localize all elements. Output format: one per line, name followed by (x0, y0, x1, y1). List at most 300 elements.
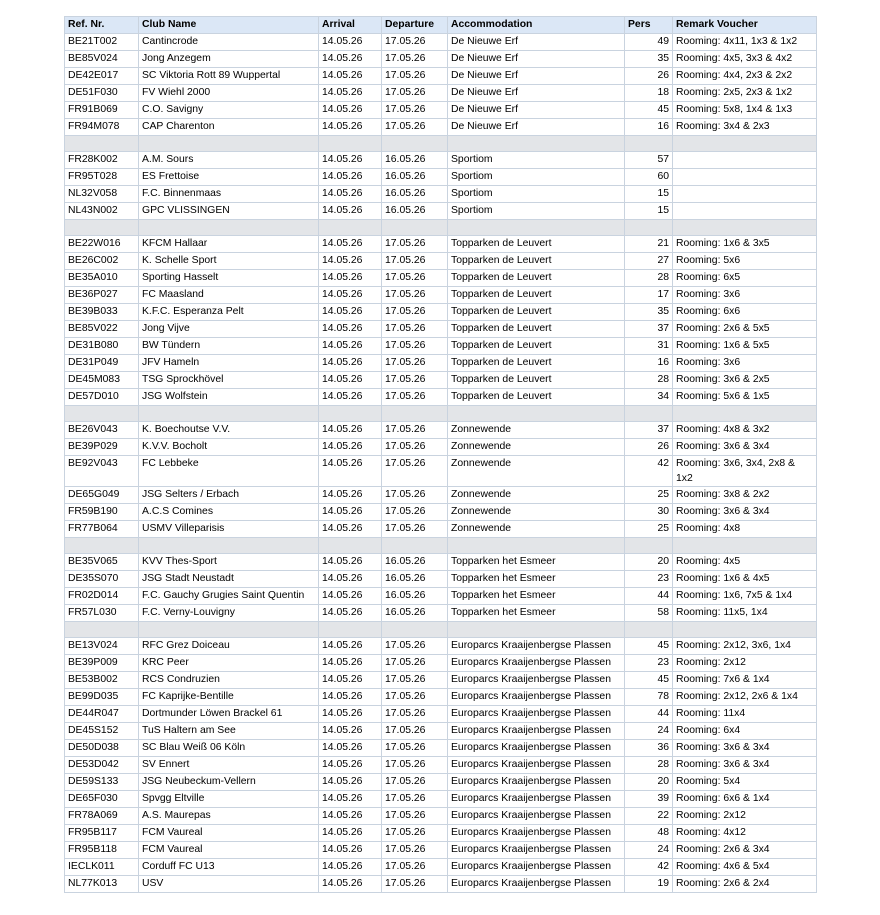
header-row (65, 17, 817, 34)
pers-cell: 23 (625, 655, 673, 672)
ref-cell: DE44R047 (65, 706, 139, 723)
accommodation-cell: De Nieuwe Erf (448, 85, 625, 102)
table-row (65, 723, 817, 740)
table-row (65, 236, 817, 253)
accommodation-cell: De Nieuwe Erf (448, 34, 625, 51)
remark-cell (673, 169, 817, 186)
pers-cell: 23 (625, 571, 673, 588)
arrival-cell: 14.05.26 (319, 808, 382, 825)
remark-cell: Rooming: 4x11, 1x3 & 1x2 (673, 34, 817, 51)
table-row (65, 68, 817, 85)
ref-cell: BE35V065 (65, 554, 139, 571)
pers-cell: 22 (625, 808, 673, 825)
ref-cell: BE26C002 (65, 253, 139, 270)
table-row (65, 859, 817, 876)
remark-cell: Rooming: 3x4 & 2x3 (673, 119, 817, 136)
ref-cell: DE31P049 (65, 355, 139, 372)
pers-cell: 45 (625, 672, 673, 689)
remark-cell: Rooming: 1x6 & 4x5 (673, 571, 817, 588)
table-row (65, 253, 817, 270)
accommodation-cell: Topparken de Leuvert (448, 304, 625, 321)
club-cell: Spvgg Eltville (139, 791, 319, 808)
separator-cell (139, 622, 319, 638)
separator-cell (382, 538, 448, 554)
pers-cell: 49 (625, 34, 673, 51)
accommodation-cell: Sportiom (448, 186, 625, 203)
departure-cell: 17.05.26 (382, 876, 448, 893)
accommodation-cell: Zonnewende (448, 456, 625, 487)
table-row (65, 672, 817, 689)
departure-cell: 17.05.26 (382, 825, 448, 842)
pers-cell: 17 (625, 287, 673, 304)
accommodation-cell: Topparken het Esmeer (448, 588, 625, 605)
arrival-cell: 14.05.26 (319, 321, 382, 338)
group-separator (65, 220, 817, 236)
arrival-cell: 14.05.26 (319, 638, 382, 655)
remark-cell: Rooming: 2x6 & 3x4 (673, 842, 817, 859)
pers-cell: 25 (625, 487, 673, 504)
ref-cell: FR91B069 (65, 102, 139, 119)
departure-cell: 17.05.26 (382, 422, 448, 439)
club-cell: TuS Haltern am See (139, 723, 319, 740)
table-row (65, 689, 817, 706)
pers-cell: 24 (625, 842, 673, 859)
separator-cell (448, 622, 625, 638)
departure-cell: 17.05.26 (382, 372, 448, 389)
table-row (65, 422, 817, 439)
arrival-cell: 14.05.26 (319, 859, 382, 876)
arrival-cell: 14.05.26 (319, 605, 382, 622)
col-header-departure: Departure (382, 17, 448, 34)
accommodation-cell: Topparken de Leuvert (448, 389, 625, 406)
accommodation-cell: Europarcs Kraaijenbergse Plassen (448, 859, 625, 876)
club-cell: BW Tündern (139, 338, 319, 355)
club-cell: K.F.C. Esperanza Pelt (139, 304, 319, 321)
accommodation-cell: Europarcs Kraaijenbergse Plassen (448, 757, 625, 774)
separator-cell (382, 406, 448, 422)
remark-cell: Rooming: 1x6 & 5x5 (673, 338, 817, 355)
remark-cell: Rooming: 6x6 (673, 304, 817, 321)
ref-cell: BE53B002 (65, 672, 139, 689)
remark-cell: Rooming: 5x4 (673, 774, 817, 791)
departure-cell: 17.05.26 (382, 439, 448, 456)
accommodation-cell: Zonnewende (448, 487, 625, 504)
ref-cell: DE65G049 (65, 487, 139, 504)
departure-cell: 16.05.26 (382, 203, 448, 220)
ref-cell: FR95B117 (65, 825, 139, 842)
departure-cell: 17.05.26 (382, 638, 448, 655)
separator-cell (625, 406, 673, 422)
club-cell: Dortmunder Löwen Brackel 61 (139, 706, 319, 723)
pers-cell: 20 (625, 774, 673, 791)
arrival-cell: 14.05.26 (319, 774, 382, 791)
table-row (65, 51, 817, 68)
arrival-cell: 14.05.26 (319, 389, 382, 406)
departure-cell: 17.05.26 (382, 287, 448, 304)
table-row (65, 808, 817, 825)
separator-cell (319, 136, 382, 152)
table-row (65, 102, 817, 119)
table-row (65, 740, 817, 757)
separator-cell (625, 538, 673, 554)
club-cell: F.C. Binnenmaas (139, 186, 319, 203)
departure-cell: 17.05.26 (382, 689, 448, 706)
remark-cell: Rooming: 1x6 & 3x5 (673, 236, 817, 253)
remark-cell (673, 186, 817, 203)
separator-cell (448, 538, 625, 554)
table-row (65, 605, 817, 622)
club-cell: C.O. Savigny (139, 102, 319, 119)
separator-cell (319, 406, 382, 422)
separator-cell (448, 406, 625, 422)
remark-cell: Rooming: 3x6 (673, 287, 817, 304)
arrival-cell: 14.05.26 (319, 521, 382, 538)
remark-cell: Rooming: 4x8 & 3x2 (673, 422, 817, 439)
ref-cell: BE99D035 (65, 689, 139, 706)
arrival-cell: 14.05.26 (319, 253, 382, 270)
booking-table (64, 16, 817, 893)
pers-cell: 27 (625, 253, 673, 270)
pers-cell: 39 (625, 791, 673, 808)
separator-cell (382, 136, 448, 152)
club-cell: SC Blau Weiß 06 Köln (139, 740, 319, 757)
departure-cell: 17.05.26 (382, 270, 448, 287)
table-row (65, 203, 817, 220)
arrival-cell: 14.05.26 (319, 186, 382, 203)
accommodation-cell: Topparken de Leuvert (448, 321, 625, 338)
ref-cell: BE85V024 (65, 51, 139, 68)
club-cell: A.C.S Comines (139, 504, 319, 521)
departure-cell: 17.05.26 (382, 774, 448, 791)
pers-cell: 18 (625, 85, 673, 102)
departure-cell: 17.05.26 (382, 321, 448, 338)
pers-cell: 42 (625, 859, 673, 876)
accommodation-cell: Europarcs Kraaijenbergse Plassen (448, 791, 625, 808)
pers-cell: 36 (625, 740, 673, 757)
accommodation-cell: Europarcs Kraaijenbergse Plassen (448, 655, 625, 672)
separator-cell (65, 406, 139, 422)
pers-cell: 25 (625, 521, 673, 538)
club-cell: Sporting Hasselt (139, 270, 319, 287)
separator-cell (319, 538, 382, 554)
ref-cell: BE39P009 (65, 655, 139, 672)
table-row (65, 638, 817, 655)
separator-cell (65, 538, 139, 554)
departure-cell: 17.05.26 (382, 355, 448, 372)
accommodation-cell: Europarcs Kraaijenbergse Plassen (448, 723, 625, 740)
arrival-cell: 14.05.26 (319, 372, 382, 389)
ref-cell: DE45M083 (65, 372, 139, 389)
separator-cell (625, 622, 673, 638)
ref-cell: BE92V043 (65, 456, 139, 487)
departure-cell: 17.05.26 (382, 119, 448, 136)
club-cell: K. Schelle Sport (139, 253, 319, 270)
pers-cell: 44 (625, 706, 673, 723)
pers-cell: 45 (625, 638, 673, 655)
pers-cell: 30 (625, 504, 673, 521)
table-row (65, 186, 817, 203)
table-row (65, 270, 817, 287)
remark-cell (673, 203, 817, 220)
ref-cell: FR78A069 (65, 808, 139, 825)
departure-cell: 17.05.26 (382, 487, 448, 504)
club-cell: JSG Stadt Neustadt (139, 571, 319, 588)
pers-cell: 28 (625, 270, 673, 287)
col-header-pers: Pers (625, 17, 673, 34)
departure-cell: 16.05.26 (382, 554, 448, 571)
remark-cell: Rooming: 2x12 (673, 655, 817, 672)
table-row (65, 571, 817, 588)
pers-cell: 31 (625, 338, 673, 355)
separator-cell (625, 220, 673, 236)
arrival-cell: 14.05.26 (319, 655, 382, 672)
arrival-cell: 14.05.26 (319, 68, 382, 85)
club-cell: USV (139, 876, 319, 893)
ref-cell: DE65F030 (65, 791, 139, 808)
accommodation-cell: Europarcs Kraaijenbergse Plassen (448, 638, 625, 655)
remark-cell: Rooming: 4x4, 2x3 & 2x2 (673, 68, 817, 85)
table-row (65, 774, 817, 791)
table-row (65, 825, 817, 842)
arrival-cell: 14.05.26 (319, 304, 382, 321)
accommodation-cell: Topparken het Esmeer (448, 554, 625, 571)
accommodation-cell: De Nieuwe Erf (448, 51, 625, 68)
arrival-cell: 14.05.26 (319, 588, 382, 605)
ref-cell: NL77K013 (65, 876, 139, 893)
remark-cell: Rooming: 2x6 & 5x5 (673, 321, 817, 338)
separator-cell (448, 220, 625, 236)
accommodation-cell: Europarcs Kraaijenbergse Plassen (448, 808, 625, 825)
departure-cell: 17.05.26 (382, 34, 448, 51)
club-cell: RFC Grez Doiceau (139, 638, 319, 655)
ref-cell: DE50D038 (65, 740, 139, 757)
table-row (65, 152, 817, 169)
arrival-cell: 14.05.26 (319, 287, 382, 304)
group-separator (65, 136, 817, 152)
accommodation-cell: De Nieuwe Erf (448, 68, 625, 85)
arrival-cell: 14.05.26 (319, 487, 382, 504)
pers-cell: 58 (625, 605, 673, 622)
departure-cell: 17.05.26 (382, 51, 448, 68)
accommodation-cell: Topparken de Leuvert (448, 253, 625, 270)
accommodation-cell: Topparken de Leuvert (448, 287, 625, 304)
table-row (65, 321, 817, 338)
departure-cell: 17.05.26 (382, 85, 448, 102)
ref-cell: FR59B190 (65, 504, 139, 521)
remark-cell: Rooming: 3x6 & 3x4 (673, 439, 817, 456)
club-cell: USMV Villeparisis (139, 521, 319, 538)
accommodation-cell: Sportiom (448, 152, 625, 169)
table-row (65, 521, 817, 538)
remark-cell: Rooming: 4x5 (673, 554, 817, 571)
ref-cell: DE35S070 (65, 571, 139, 588)
table-row (65, 655, 817, 672)
accommodation-cell: Topparken het Esmeer (448, 571, 625, 588)
club-cell: KRC Peer (139, 655, 319, 672)
table-row (65, 487, 817, 504)
col-header-accommodation: Accommodation (448, 17, 625, 34)
arrival-cell: 14.05.26 (319, 439, 382, 456)
arrival-cell: 14.05.26 (319, 842, 382, 859)
separator-cell (673, 220, 817, 236)
arrival-cell: 14.05.26 (319, 791, 382, 808)
ref-cell: BE22W016 (65, 236, 139, 253)
separator-cell (65, 136, 139, 152)
departure-cell: 17.05.26 (382, 655, 448, 672)
separator-cell (65, 622, 139, 638)
club-cell: TSG Sprockhövel (139, 372, 319, 389)
separator-cell (319, 220, 382, 236)
accommodation-cell: Europarcs Kraaijenbergse Plassen (448, 740, 625, 757)
pers-cell: 16 (625, 355, 673, 372)
ref-cell: FR77B064 (65, 521, 139, 538)
remark-cell: Rooming: 4x8 (673, 521, 817, 538)
departure-cell: 16.05.26 (382, 152, 448, 169)
accommodation-cell: Zonnewende (448, 521, 625, 538)
accommodation-cell: Europarcs Kraaijenbergse Plassen (448, 672, 625, 689)
separator-cell (673, 622, 817, 638)
separator-cell (139, 136, 319, 152)
pers-cell: 45 (625, 102, 673, 119)
club-cell: RCS Condruzien (139, 672, 319, 689)
remark-cell: Rooming: 3x6 & 2x5 (673, 372, 817, 389)
separator-cell (382, 220, 448, 236)
pers-cell: 26 (625, 68, 673, 85)
pers-cell: 35 (625, 304, 673, 321)
separator-cell (625, 136, 673, 152)
pers-cell: 44 (625, 588, 673, 605)
ref-cell: FR95B118 (65, 842, 139, 859)
departure-cell: 17.05.26 (382, 68, 448, 85)
remark-cell: Rooming: 2x5, 2x3 & 1x2 (673, 85, 817, 102)
separator-cell (139, 220, 319, 236)
ref-cell: FR02D014 (65, 588, 139, 605)
departure-cell: 17.05.26 (382, 389, 448, 406)
pers-cell: 48 (625, 825, 673, 842)
remark-cell: Rooming: 2x6 & 2x4 (673, 876, 817, 893)
accommodation-cell: De Nieuwe Erf (448, 102, 625, 119)
departure-cell: 17.05.26 (382, 791, 448, 808)
table-row (65, 355, 817, 372)
remark-cell: Rooming: 4x12 (673, 825, 817, 842)
arrival-cell: 14.05.26 (319, 152, 382, 169)
accommodation-cell: Europarcs Kraaijenbergse Plassen (448, 774, 625, 791)
remark-cell: Rooming: 5x6 (673, 253, 817, 270)
ref-cell: BE36P027 (65, 287, 139, 304)
club-cell: Jong Vijve (139, 321, 319, 338)
arrival-cell: 14.05.26 (319, 203, 382, 220)
accommodation-cell: Topparken de Leuvert (448, 338, 625, 355)
accommodation-cell: Europarcs Kraaijenbergse Plassen (448, 706, 625, 723)
club-cell: KFCM Hallaar (139, 236, 319, 253)
table-row (65, 119, 817, 136)
departure-cell: 16.05.26 (382, 186, 448, 203)
arrival-cell: 14.05.26 (319, 51, 382, 68)
table-row (65, 304, 817, 321)
pers-cell: 16 (625, 119, 673, 136)
table-row (65, 588, 817, 605)
pers-cell: 24 (625, 723, 673, 740)
arrival-cell: 14.05.26 (319, 119, 382, 136)
accommodation-cell: Sportiom (448, 203, 625, 220)
remark-cell: Rooming: 6x6 & 1x4 (673, 791, 817, 808)
remark-cell: Rooming: 6x4 (673, 723, 817, 740)
remark-cell: Rooming: 5x6 & 1x5 (673, 389, 817, 406)
separator-cell (382, 622, 448, 638)
arrival-cell: 14.05.26 (319, 672, 382, 689)
table-row (65, 456, 817, 487)
separator-cell (139, 538, 319, 554)
arrival-cell: 14.05.26 (319, 85, 382, 102)
remark-cell: Rooming: 11x4 (673, 706, 817, 723)
ref-cell: BE26V043 (65, 422, 139, 439)
arrival-cell: 14.05.26 (319, 270, 382, 287)
arrival-cell: 14.05.26 (319, 236, 382, 253)
arrival-cell: 14.05.26 (319, 355, 382, 372)
departure-cell: 17.05.26 (382, 757, 448, 774)
accommodation-cell: Zonnewende (448, 439, 625, 456)
col-header-remark: Remark Voucher (673, 17, 817, 34)
ref-cell: BE21T002 (65, 34, 139, 51)
arrival-cell: 14.05.26 (319, 757, 382, 774)
col-header-ref: Ref. Nr. (65, 17, 139, 34)
departure-cell: 17.05.26 (382, 253, 448, 270)
accommodation-cell: Topparken het Esmeer (448, 605, 625, 622)
pers-cell: 21 (625, 236, 673, 253)
remark-cell: Rooming: 4x5, 3x3 & 4x2 (673, 51, 817, 68)
pers-cell: 28 (625, 372, 673, 389)
accommodation-cell: Europarcs Kraaijenbergse Plassen (448, 842, 625, 859)
departure-cell: 17.05.26 (382, 236, 448, 253)
ref-cell: BE39P029 (65, 439, 139, 456)
club-cell: FCM Vaureal (139, 825, 319, 842)
club-cell: K.V.V. Bocholt (139, 439, 319, 456)
ref-cell: FR94M078 (65, 119, 139, 136)
arrival-cell: 14.05.26 (319, 723, 382, 740)
table-row (65, 504, 817, 521)
pers-cell: 42 (625, 456, 673, 487)
club-cell: FV Wiehl 2000 (139, 85, 319, 102)
accommodation-cell: Europarcs Kraaijenbergse Plassen (448, 689, 625, 706)
accommodation-cell: Europarcs Kraaijenbergse Plassen (448, 825, 625, 842)
ref-cell: FR28K002 (65, 152, 139, 169)
ref-cell: NL43N002 (65, 203, 139, 220)
arrival-cell: 14.05.26 (319, 422, 382, 439)
pers-cell: 60 (625, 169, 673, 186)
departure-cell: 16.05.26 (382, 588, 448, 605)
table-row (65, 791, 817, 808)
club-cell: SC Viktoria Rott 89 Wuppertal (139, 68, 319, 85)
departure-cell: 17.05.26 (382, 672, 448, 689)
club-cell: FC Lebbeke (139, 456, 319, 487)
remark-cell: Rooming: 4x6 & 5x4 (673, 859, 817, 876)
pers-cell: 15 (625, 203, 673, 220)
departure-cell: 17.05.26 (382, 859, 448, 876)
departure-cell: 17.05.26 (382, 842, 448, 859)
accommodation-cell: Zonnewende (448, 504, 625, 521)
separator-cell (673, 406, 817, 422)
remark-cell: Rooming: 3x6 & 3x4 (673, 504, 817, 521)
table-row (65, 439, 817, 456)
club-cell: JSG Wolfstein (139, 389, 319, 406)
table-row (65, 338, 817, 355)
table-row (65, 554, 817, 571)
remark-cell: Rooming: 3x6 & 3x4 (673, 740, 817, 757)
departure-cell: 17.05.26 (382, 338, 448, 355)
arrival-cell: 14.05.26 (319, 102, 382, 119)
pers-cell: 15 (625, 186, 673, 203)
table-row (65, 389, 817, 406)
